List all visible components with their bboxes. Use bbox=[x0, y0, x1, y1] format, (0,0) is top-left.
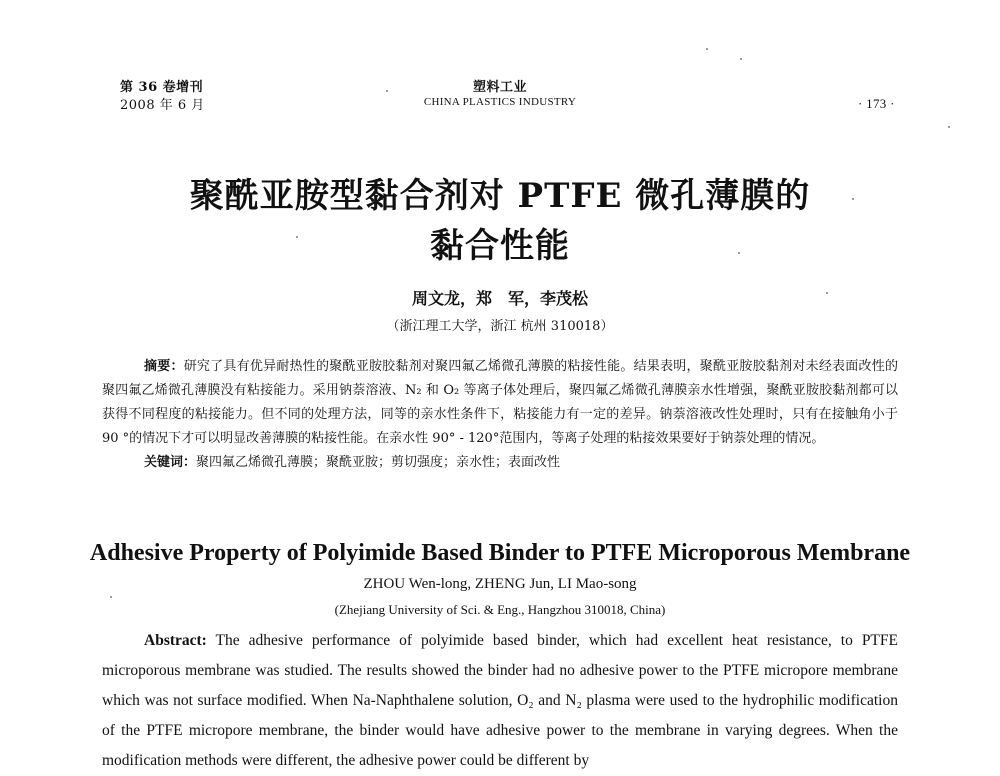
scan-speck bbox=[110, 596, 112, 598]
authors-en: ZHOU Wen-long, ZHENG Jun, LI Mao-song bbox=[363, 576, 637, 592]
title-en: Adhesive Property of Polyimide Based Binder to PTFE Microporous Membrane bbox=[89, 540, 911, 566]
scan-speck bbox=[948, 126, 950, 128]
abstract-en bbox=[102, 626, 898, 776]
title-cn-line1: 聚酰亚胺型黏合剂对 PTFE 微孔薄膜的 bbox=[189, 176, 811, 216]
affiliation-cn: （浙江理工大学，浙江 杭州 310018） bbox=[386, 319, 614, 334]
title-cn-line2: 黏合性能 bbox=[430, 226, 570, 266]
scan-speck bbox=[852, 198, 854, 200]
scan-speck bbox=[296, 236, 298, 238]
journal-name-en: CHINA PLASTICS INDUSTRY bbox=[423, 96, 577, 108]
abstract-en-label: Abstract: bbox=[144, 632, 207, 649]
scan-speck bbox=[740, 58, 742, 60]
abstract-cn-label: 摘要： bbox=[144, 359, 184, 374]
scan-speck bbox=[826, 292, 828, 294]
journal-volume: 第 36 卷增刊 bbox=[120, 80, 204, 95]
scan-speck bbox=[738, 252, 740, 254]
keywords-cn-label: 关键词： bbox=[144, 455, 197, 470]
abstract-cn bbox=[102, 355, 898, 475]
keywords-cn-text: 聚四氟乙烯微孔薄膜；聚酰亚胺；剪切强度；亲水性；表面改性 bbox=[196, 455, 561, 470]
scan-speck bbox=[386, 90, 388, 92]
page-number: · 173 · bbox=[858, 96, 895, 111]
authors-cn: 周文龙，郑 军，李茂松 bbox=[411, 289, 588, 308]
affiliation-en: (Zhejiang University of Sci. & Eng., Hangzhou 310018, China) bbox=[334, 602, 666, 617]
scan-speck bbox=[706, 48, 708, 50]
journal-name-cn: 塑料工业 bbox=[472, 80, 527, 95]
abstract-cn-text: 研究了具有优异耐热性的聚酰亚胺胶黏剂对聚四氟乙烯微孔薄膜的粘接性能。结果表明，聚酰亚胺胶黏剂对未经表面改性的聚四氟乙烯微孔薄膜没有粘接能力。采用钠萘溶液、N₂ 和 O₂ 等离子体处理后，聚四氟乙烯微孔薄膜亲水性增强，聚酰亚胺胶黏剂都可以获得不同程度的粘接能力。但不同的处理方法，同等的亲水性条件下，粘接能力有一定的差异。钠萘溶液改性处理时，只有在接触角小于 90 °的情况下才可以明显改善薄膜的粘接性能。在亲水性 90° - 120°范围内，等离子处理的粘接效果要好于钠萘处理的情况。 bbox=[102, 359, 898, 446]
journal-date: 2008 年 6 月 bbox=[120, 98, 205, 113]
abstract-en-text: The adhesive performance of polyimide based binder, which had excellent heat resistance, to PTFE microporous membrane was studied. The results showed the binder had no adhesive power to the PTFE micropore membrane which was not surface modified. When Na-Naphthalene solution, O₂ and N₂ plasma were used to the hydrophilic modification of the PTFE micropore membrane, the binder would have adhesive power to the membrane in varying degrees. When the modification methods were different, the adhesive power could be different by bbox=[102, 632, 898, 769]
